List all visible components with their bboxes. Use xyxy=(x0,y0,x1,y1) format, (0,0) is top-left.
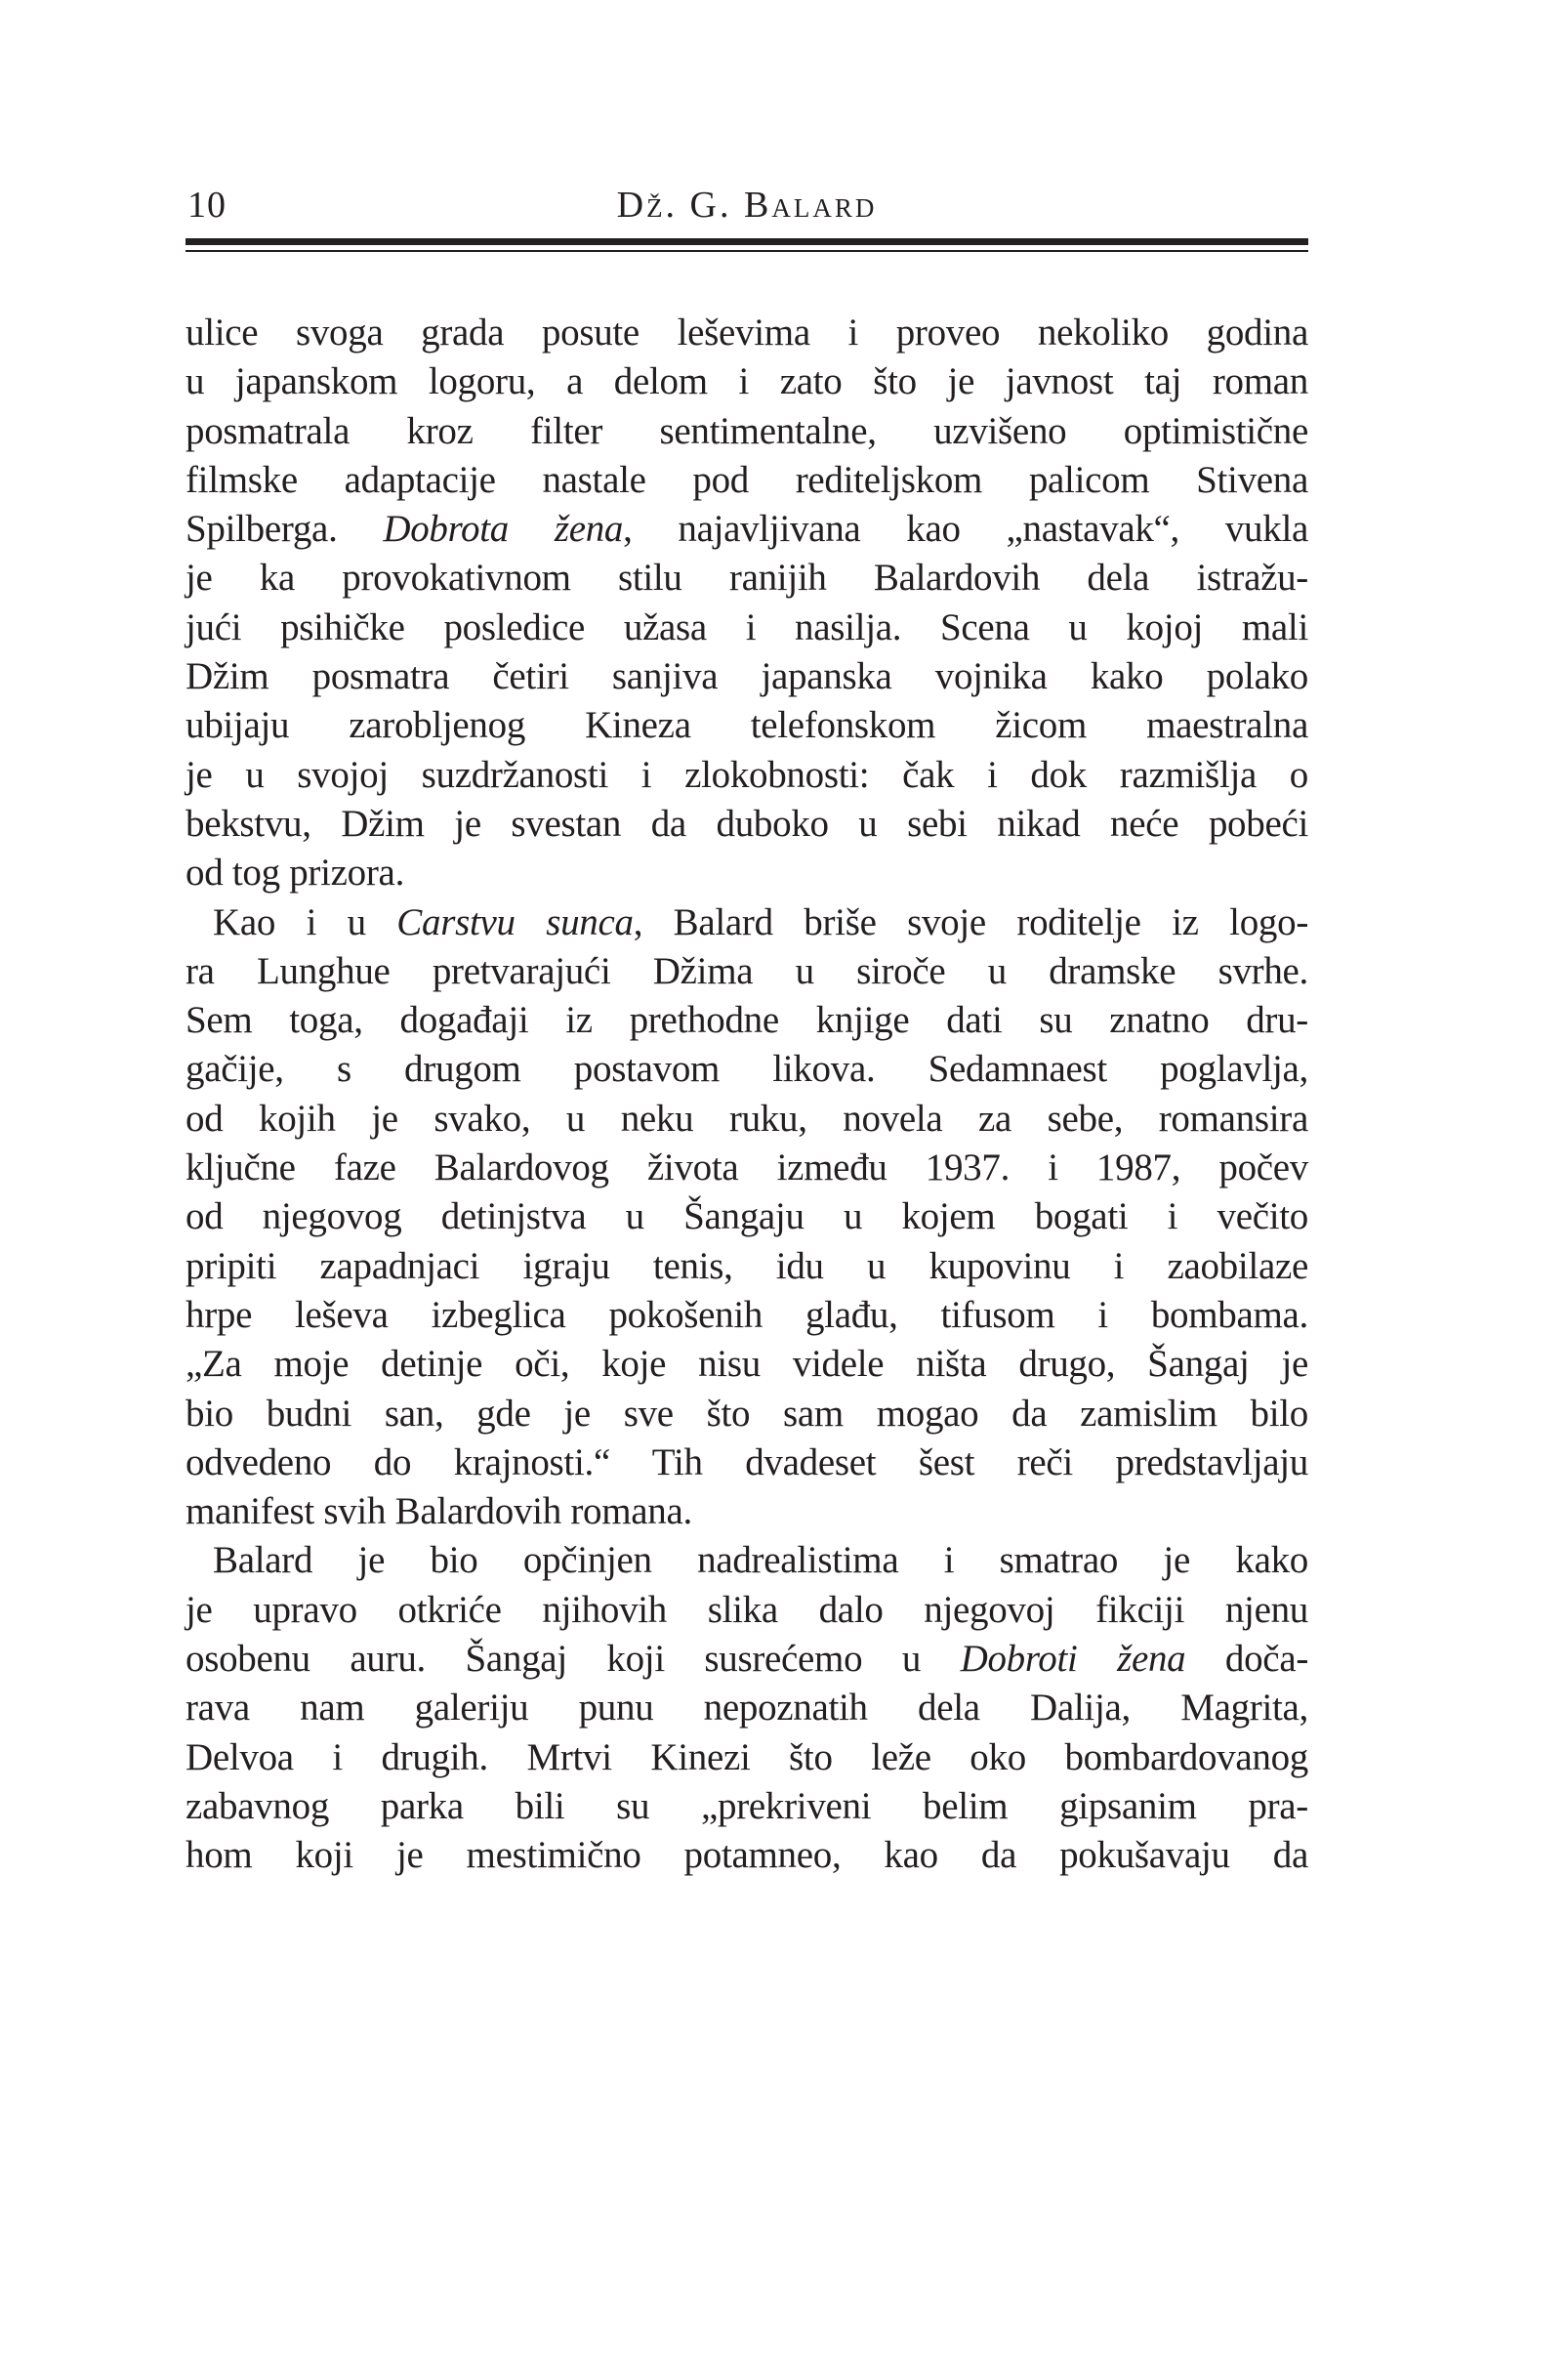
page-number: 10 xyxy=(187,185,227,226)
text-segment: ključne faze Balardovog života između 1937. i 1987, počev xyxy=(186,1146,1308,1189)
text-line xyxy=(186,1831,1308,1880)
text-segment: ra Lunghue pretvarajući Džima u siroče u dramske svrhe. xyxy=(186,949,1308,992)
running-head-author: Dž. G. Balard xyxy=(616,185,878,226)
text-line xyxy=(186,1635,1308,1684)
text-segment: u japanskom logoru, a delom i zato što je javnost taj roman xyxy=(186,360,1308,403)
text-line xyxy=(186,849,1308,897)
text-segment: od tog prizora. xyxy=(186,852,405,895)
text-line xyxy=(186,898,1308,947)
text-segment: osobenu auru. Šangaj koji susrećemo u xyxy=(186,1638,961,1681)
header-rule-thin xyxy=(186,250,1308,252)
text-segment: bio budni san, gde je sve što sam mogao da zamislim bilo xyxy=(186,1392,1308,1435)
text-segment: Spilberga. xyxy=(186,508,384,551)
text-segment: zabavnog parka bili su „prekriveni belim gipsanim pra- xyxy=(186,1784,1308,1827)
text-segment: Delvoa i drugih. Mrtvi Kinezi što leže oko bombardovanog xyxy=(186,1735,1308,1778)
text-segment: je u svojoj suzdržanosti i zlokobnosti: čak i dok razmišlja o xyxy=(186,753,1308,796)
text-line xyxy=(186,1586,1308,1635)
text-line xyxy=(186,357,1308,406)
text-line xyxy=(186,604,1308,652)
paragraph xyxy=(186,309,1308,898)
text-line xyxy=(186,1144,1308,1192)
text-line xyxy=(186,1733,1308,1782)
paragraph xyxy=(186,898,1308,1537)
text-line xyxy=(186,1390,1308,1438)
text-line xyxy=(186,1242,1308,1291)
text-line xyxy=(186,456,1308,505)
text-line xyxy=(186,652,1308,701)
text-line xyxy=(186,996,1308,1045)
text-segment: Kao i u xyxy=(213,900,397,943)
text-segment: manifest svih Balardovih romana. xyxy=(186,1490,692,1533)
text-line xyxy=(186,947,1308,996)
text-line xyxy=(186,554,1308,603)
text-segment: Balard je bio opčinjen nadrealistima i smatrao je kako xyxy=(213,1539,1308,1582)
text-line xyxy=(186,309,1308,357)
text-line xyxy=(186,1487,1308,1536)
text-segment: bekstvu, Džim je svestan da duboko u sebi nikad neće pobeći xyxy=(186,802,1308,845)
body-text xyxy=(186,309,1308,1881)
text-line xyxy=(186,800,1308,849)
text-segment: doča- xyxy=(1185,1638,1309,1681)
text-segment: „Za moje detinje oči, koje nisu videle ništa drugo, Šangaj je xyxy=(186,1343,1308,1386)
text-segment: je ka provokativnom stilu ranijih Balardovih dela istražu- xyxy=(186,557,1308,600)
italic-title: Dobrota žena xyxy=(383,508,624,551)
text-segment: odvedeno do krajnosti.“ Tih dvadeset šest reči predstavljaju xyxy=(186,1440,1308,1483)
text-segment: pripiti zapadnjaci igraju tenis, idu u kupovinu i zaobilaze xyxy=(186,1244,1308,1287)
text-line xyxy=(186,1438,1308,1487)
text-segment: rava nam galeriju punu nepoznatih dela Dalija, Magrita, xyxy=(186,1687,1308,1730)
running-head xyxy=(186,176,1308,234)
text-line xyxy=(186,407,1308,456)
text-segment: Džim posmatra četiri sanjiva japanska vojnika kako polako xyxy=(186,655,1308,698)
text-line xyxy=(186,1340,1308,1389)
text-segment: jući psihičke posledice užasa i nasilja. Scena u kojoj mali xyxy=(186,605,1308,648)
text-line xyxy=(186,1045,1308,1094)
text-segment: Sem toga, događaji iz prethodne knjige dati su znatno dru- xyxy=(186,999,1308,1042)
text-line xyxy=(186,1684,1308,1732)
text-line xyxy=(186,1095,1308,1144)
text-line xyxy=(186,701,1308,750)
text-segment: ulice svoga grada posute leševima i proveo nekoliko godina xyxy=(186,312,1308,354)
paragraph xyxy=(186,1536,1308,1880)
text-segment: gačije, s drugom postavom likova. Sedamnaest poglavlja, xyxy=(186,1048,1308,1091)
text-segment: od njegovog detinjstva u Šangaju u kojem bogati i večito xyxy=(186,1195,1308,1238)
text-segment: , najavljivana kao „nastavak“, vukla xyxy=(623,508,1308,551)
text-segment: je upravo otkriće njihovih slika dalo njegovoj fikciji njenu xyxy=(186,1588,1308,1631)
header-rule-thick xyxy=(186,238,1308,245)
text-line xyxy=(186,505,1308,554)
text-segment: od kojih je svako, u neku ruku, novela za sebe, romansira xyxy=(186,1097,1308,1140)
italic-title: Carstvu sunca xyxy=(396,900,634,943)
text-segment: filmske adaptacije nastale pod rediteljskom palicom Stivena xyxy=(186,458,1308,501)
text-segment: ubijaju zarobljenog Kineza telefonskom žicom maestralna xyxy=(186,704,1308,747)
text-segment: hrpe leševa izbeglica pokošenih glađu, tifusom i bombama. xyxy=(186,1293,1308,1336)
text-line xyxy=(186,1192,1308,1241)
text-line xyxy=(186,1536,1308,1585)
text-line xyxy=(186,1782,1308,1831)
text-segment: , Balard briše svoje roditelje iz logo- xyxy=(633,900,1309,943)
text-line xyxy=(186,1291,1308,1340)
text-line xyxy=(186,751,1308,800)
text-segment: posmatrala kroz filter sentimentalne, uzvišeno optimistične xyxy=(186,409,1308,452)
text-segment: hom koji je mestimično potamneo, kao da pokušavaju da xyxy=(186,1834,1308,1877)
italic-title: Dobroti žena xyxy=(960,1638,1186,1681)
